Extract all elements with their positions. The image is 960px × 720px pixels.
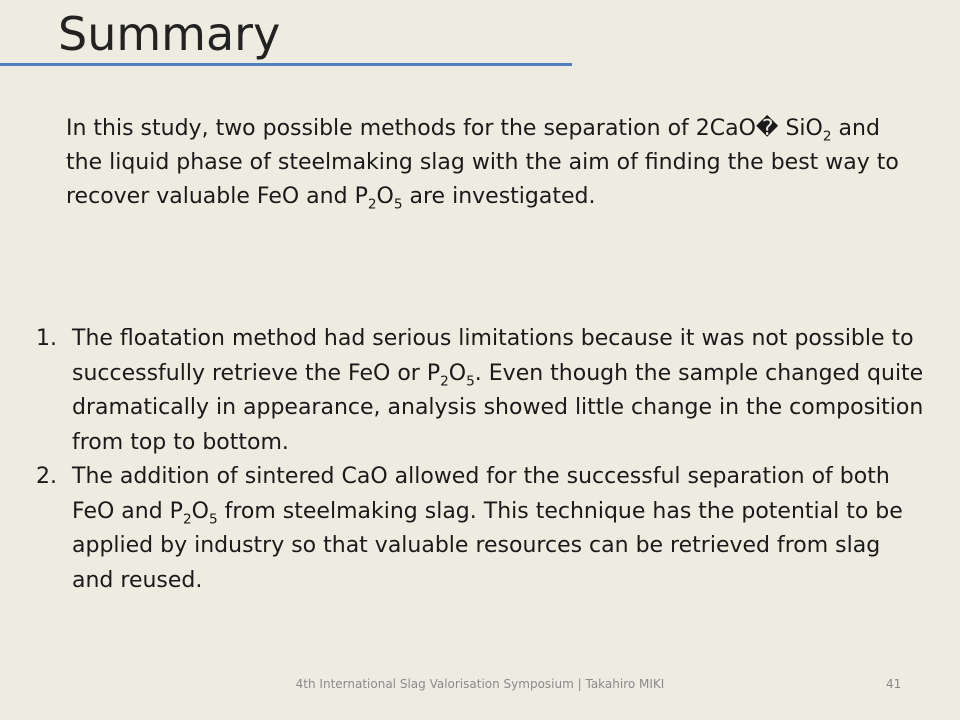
- finding-item-2: [36, 460, 926, 598]
- finding-item-1: [36, 322, 926, 460]
- title-underline: [0, 63, 572, 66]
- finding-2-text-3: from steelmaking slag. This technique has the potential to be applied by industry so that valuable resources can be retrieved from slag and reused.: [72, 498, 903, 593]
- intro-text-1: In this study, two possible methods for the separation of 2CaO� SiO: [66, 116, 823, 141]
- finding-1-subscript-2: 5: [466, 372, 475, 389]
- finding-2-subscript-2: 5: [208, 510, 218, 527]
- slide-footer: 4th International Slag Valorisation Symposium | Takahiro MIKI: [295, 677, 665, 691]
- intro-subscript-2: 2: [367, 196, 377, 213]
- finding-number-1: 1.: [36, 326, 57, 351]
- page-number: 41: [886, 677, 902, 691]
- finding-1-text-2: O: [448, 360, 467, 386]
- intro-text-3: O: [376, 184, 394, 209]
- intro-subscript-3: 5: [393, 196, 403, 213]
- intro-text-4: are investigated.: [402, 184, 596, 209]
- finding-2-text-2: O: [191, 498, 209, 524]
- intro-subscript-1: 2: [822, 128, 832, 145]
- finding-2-text-1: The addition of sintered CaO allowed for the successful separation of both FeO and P: [72, 464, 890, 524]
- finding-number-2: 2.: [36, 464, 57, 489]
- intro-text-2: and the liquid phase of steelmaking slag with the aim of finding the best way to recover valuable FeO and P: [66, 116, 899, 209]
- intro-paragraph: [66, 112, 916, 214]
- slide-title: Summary: [58, 7, 281, 61]
- finding-2-subscript-1: 2: [182, 510, 192, 527]
- finding-1-text-3: . Even though the sample changed quite dramatically in appearance, analysis showed little change in the composition from top to bottom.: [72, 360, 924, 455]
- finding-1-subscript-1: 2: [440, 372, 449, 389]
- findings-list: [36, 322, 926, 598]
- finding-1-text-1: The floatation method had serious limitations because it was not possible to successfully retrieve the FeO or P: [72, 326, 914, 386]
